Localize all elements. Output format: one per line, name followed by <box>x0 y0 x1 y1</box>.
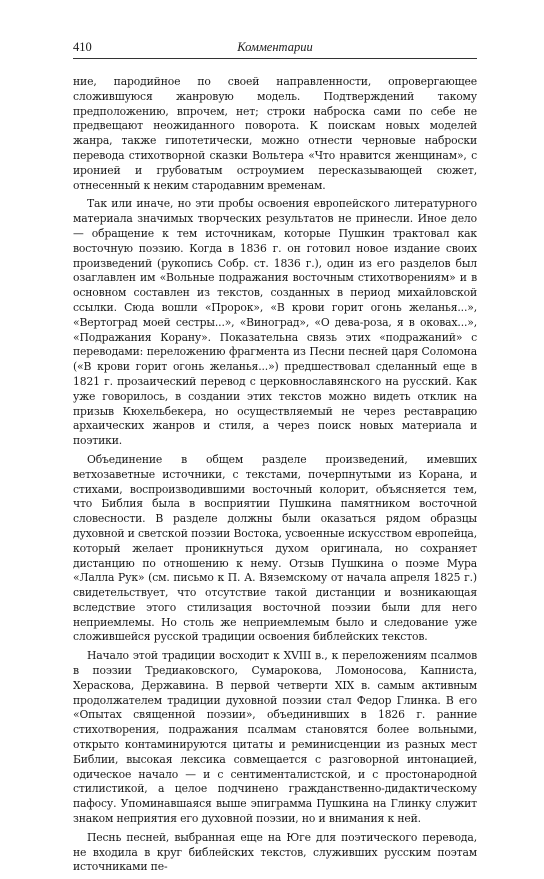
paragraph-3: Объединение в общем разделе произведений, имевших ветхозаветные источники, с текстами, почерпнутыми из Корана, и стихами, воспроизводившими восточный колорит, объясняется тем, что Библия была в восприятии Пушкина памятником восточной словесности. В разделе должны были оказаться рядом образцы духовной и светской поэзии Востока, усвоенные искусством европейца, который желает проникнуться духом оригинала, но сохраняет дистанцию по отношению к нему. Отзыв Пушкина о поэме Мура «Лалла Рук» (см. письмо к П. А. Вяземскому от начала апреля 1825 г.) свидетельствует, что отсутствие такой дистанции и возникающая вследствие этого стилизация восточной поэзии были для него неприемлемы. Но столь же неприемлемым было и следование уже сложившейся русской традиции освоения библейских текстов. <box>73 452 477 644</box>
body-text <box>73 75 477 879</box>
paragraph-1: ние, пародийное по своей направленности, опровергающее сложившуюся жанровую модель. Подтверждений такому предположению, впрочем, нет; строки наброска сами по себе не предвещают неожиданного поворота. К поискам новых моделей жанра, также гипотетически, можно отнести черновые наброски перевода стихотворной сказки Вольтера «Что нравится женщинам», с иронией и грубоватым остроумием пересказывающей сюжет, отнесенный к неким стародавним временам. <box>73 75 477 192</box>
page-number: 410 <box>73 40 92 54</box>
paragraph-5: Песнь песней, выбранная еще на Юге для поэтического перевода, не входила в круг библейских текстов, служивших русским поэтам источниками пе- <box>73 830 477 874</box>
running-title: Комментарии <box>237 40 313 54</box>
page-header <box>73 38 477 59</box>
paragraph-2: Так или иначе, но эти пробы освоения европейского литературного материала значимых творческих результатов не принесли. Иное дело — обращение к тем источникам, которые Пушкин трактовал как восточную поэзию. Когда в 1836 г. он готовил новое издание своих произведений (рукопись Собр. ст. 1836 г.), один из его разделов был озаглавлен им «Вольные подражания восточным стихотворениям» и в основном составлен из текстов, созданных в период михайловской ссылки. Сюда вошли «Пророк», «В крови горит огонь желанья...», «Вертоград моей сестры...», «Виноград», «О дева-роза, я в оковах...», «Подражания Корану». Показательна связь этих «подражаний» с переводами: переложению фрагмента из Песни песней царя Соломона («В крови горит огонь желанья...») предшествовал сделанный еще в 1821 г. прозаический перевод с церковнославянского на русский. Как уже говорилось, в создании этих текстов можно видеть отклик на призыв Кюхельбекера, но осуществляемый не через реставрацию архаических жанров и стиля, а через поиск новых материала и поэтики. <box>73 197 477 448</box>
paragraph-4: Начало этой традиции восходит к XVIII в., к переложениям псалмов в поэзии Тредиаковского, Сумарокова, Ломоносова, Капниста, Хераскова, Державина. В первой четверти XIX в. самым активным продолжателем традиции духовной поэзии стал Федор Глинка. В его «Опытах священной поэзии», объединивших в 1826 г. ранние стихотворения, подражания псалмам становятся более вольными, открыто контаминируются цитаты и реминисценции из разных мест Библии, высокая лексика совмещается с разговорной интонацией, одическое начало — и с сентименталистской, и с простонародной стилистикой, а целое подчинено гражданственно-дидактическому пафосу. Упоминавшаяся выше эпиграмма Пушкина на Глинку служит знаком неприятия его духовной поэзии, но и внимания к ней. <box>73 649 477 826</box>
